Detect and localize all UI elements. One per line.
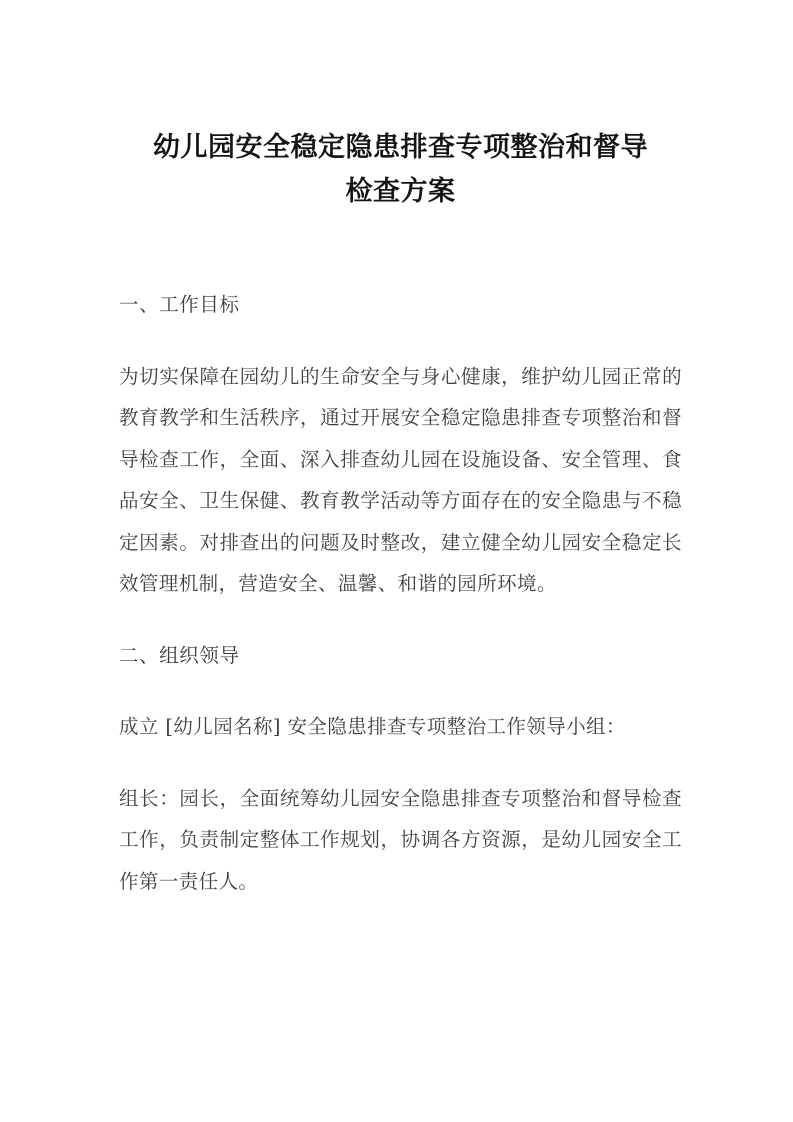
page-title-line-2: 检查方案 [345,176,456,207]
document-content [119,0,682,902]
section-block-2 [119,356,682,605]
title-spacer [119,214,682,284]
section-heading-work-goal: 一、工作目标 [119,293,240,316]
section-block-3 [119,635,682,677]
section-block-4 [119,706,682,748]
block-spacer-3 [119,676,682,706]
page-title [119,0,682,214]
page-title-line-1: 幼儿园安全稳定隐患排查专项整治和督导 [153,132,648,163]
paragraph-work-goal-body: 为切实保障在园幼儿的生命安全与身心健康，维护幼儿园正常的教育教学和生活秩序，通过开展安全稳定隐患排查专项整治和督导检查工作，全面、深入排查幼儿园在设施设备、安全管理、食品安全、卫生保健、教育教学活动等方面存在的安全隐患与不稳定因素。对排查出的问题及时整改，建立健全幼儿园安全稳定长效管理机制，营造安全、温馨、和谐的园所环境。 [119,364,682,595]
block-spacer-4 [119,748,682,778]
section-block-5 [119,778,682,903]
section-heading-organization: 二、组织领导 [119,643,240,667]
paragraph-establish-group: 成立 [幼儿园名称] 安全隐患排查专项整治工作领导小组： [119,715,626,738]
section-block-1 [119,284,682,326]
block-spacer-2 [119,605,682,635]
paragraph-group-leader: 组长：园长，全面统筹幼儿园安全隐患排查专项整治和督导检查工作，负责制定整体工作规划，协调各方资源，是幼儿园安全工作第一责任人。 [119,786,682,893]
block-spacer-1 [119,326,682,356]
